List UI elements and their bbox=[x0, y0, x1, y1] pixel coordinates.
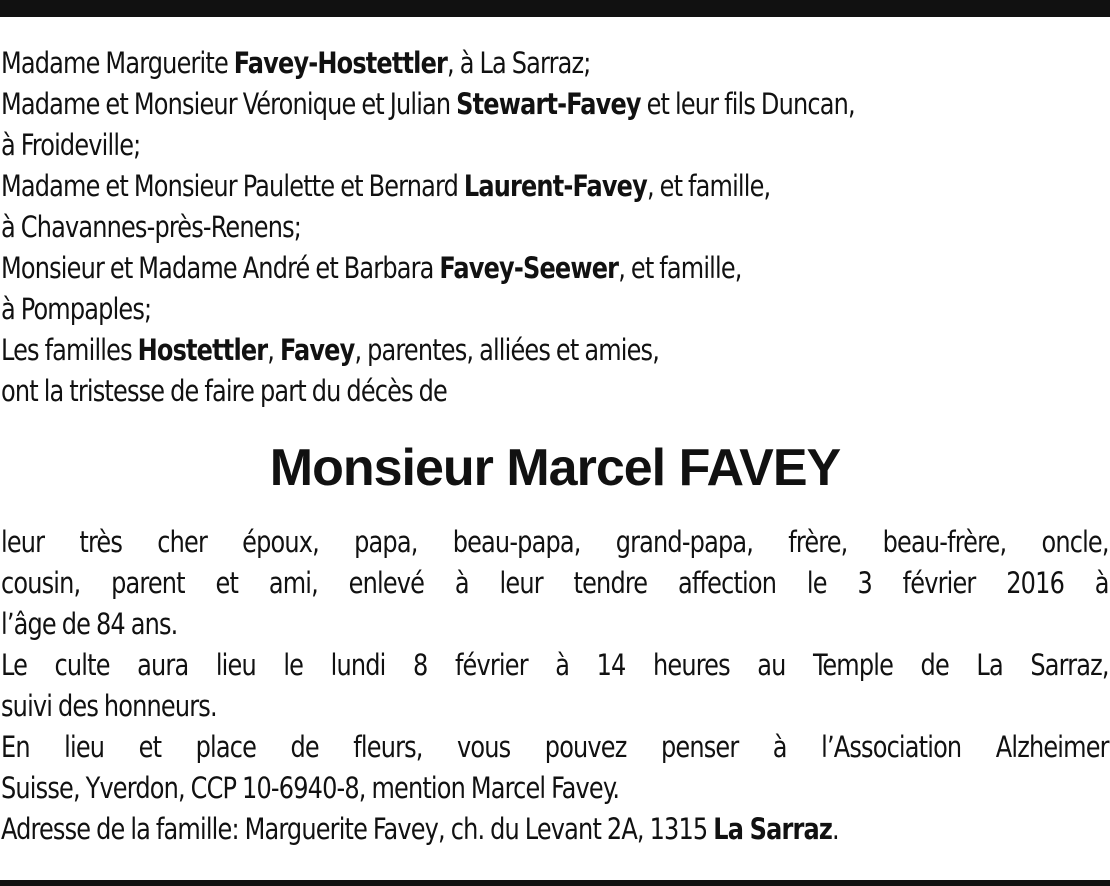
deceased-name: Monsieur Marcel FAVEY bbox=[269, 439, 841, 497]
family-line: à Chavannes-près-Renens; bbox=[1, 210, 302, 244]
announcement-line: ont la tristesse de faire part du décès de bbox=[1, 374, 447, 408]
family-surname: Laurent-Favey bbox=[463, 169, 647, 203]
family-address: Adresse de la famille: Marguerite Favey, ch. du Levant 2A, 1315 La Sarraz. bbox=[1, 812, 839, 846]
family-line: à Froideville; bbox=[1, 128, 141, 162]
notice-details bbox=[1, 522, 1109, 850]
address-place: La Sarraz bbox=[713, 812, 833, 846]
families-line: Les familles Hostettler, Favey, parentes, alliées et amies, bbox=[1, 333, 660, 367]
family-list bbox=[1, 43, 1109, 412]
details-line: l’âge de 84 ans. bbox=[1, 607, 178, 641]
family-surname: Stewart-Favey bbox=[456, 87, 641, 121]
details-line: Suisse, Yverdon, CCP 10-6940-8, mention Marcel Favey. bbox=[1, 771, 620, 805]
details-line: suivi des honneurs. bbox=[1, 689, 217, 723]
family-line: Monsieur et Madame André et Barbara Favey-Seewer, et famille, bbox=[1, 251, 742, 285]
details-line: En lieu et place de fleurs, vous pouvez penser à l’Association Alzheimer bbox=[1, 730, 1109, 764]
death-notice bbox=[1, 43, 1109, 850]
family-surname: Hostettler bbox=[137, 333, 268, 367]
family-line: Madame et Monsieur Véronique et Julian Stewart-Favey et leur fils Duncan, bbox=[1, 87, 855, 121]
details-line: cousin, parent et ami, enlevé à leur tendre affection le 3 février 2016 à bbox=[1, 566, 1109, 600]
family-line: Madame Marguerite Favey-Hostettler, à La Sarraz; bbox=[1, 46, 591, 80]
family-surname: Favey-Hostettler bbox=[233, 46, 448, 80]
top-border-rule bbox=[0, 0, 1110, 17]
family-surname: Favey-Seewer bbox=[439, 251, 619, 285]
details-line: Le culte aura lieu le lundi 8 février à 14 heures au Temple de La Sarraz, bbox=[1, 648, 1109, 682]
family-line: Madame et Monsieur Paulette et Bernard Laurent-Favey, et famille, bbox=[1, 169, 771, 203]
details-line: leur très cher époux, papa, beau-papa, grand-papa, frère, beau-frère, oncle, bbox=[1, 525, 1109, 559]
bottom-border-rule bbox=[0, 880, 1110, 886]
family-line: à Pompaples; bbox=[1, 292, 152, 326]
family-surname: Favey bbox=[279, 333, 355, 367]
